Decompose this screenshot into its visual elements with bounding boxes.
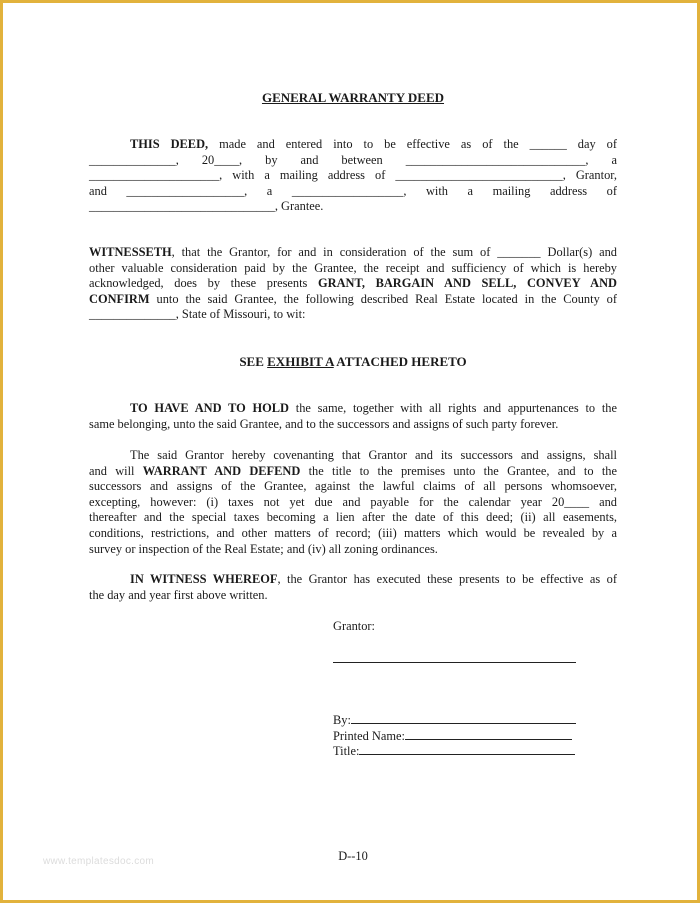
printed-name-label: Printed Name: xyxy=(333,729,405,743)
text-run: ______________________________, Grantee. xyxy=(89,199,324,214)
exhibit-post: ATTACHED HERETO xyxy=(333,354,467,369)
text-line xyxy=(89,588,617,604)
page-number: D--10 xyxy=(338,849,368,863)
text-run: ______________, 20____, by and between _____________________________, a xyxy=(89,152,617,167)
exhibit-link-text: EXHIBIT A xyxy=(267,354,334,369)
bold-text: WITNESSETH xyxy=(89,245,172,259)
text-run: survey or inspection of the Real Estate; and (iv) all zoning ordinances. xyxy=(89,541,438,556)
text-run: the title to the premises unto the Grantee, and to the xyxy=(300,463,617,478)
text-run: excepting, however: (i) taxes not yet due and payable for the calendar year 20____ and xyxy=(89,494,617,509)
text-line xyxy=(89,276,617,292)
text-run: acknowledged, does by these presents xyxy=(89,276,319,291)
paragraph-witnesseth xyxy=(89,245,617,323)
text-line xyxy=(89,542,617,558)
text-line xyxy=(89,307,617,323)
text-line xyxy=(89,572,617,588)
by-label: By: xyxy=(333,713,351,727)
text-line xyxy=(89,137,617,153)
text-run: thereafter and the special taxes becoming a lien after the date of this deed; (ii) all easements, xyxy=(89,510,617,525)
text-line xyxy=(89,292,617,308)
by-field[interactable] xyxy=(333,712,576,728)
text-run: , that the Grantor, for and in consideration of the sum of _______ Dollar(s) and xyxy=(171,245,617,259)
text-run: and will xyxy=(89,463,143,478)
text-line xyxy=(89,401,617,417)
grantor-signature-line[interactable] xyxy=(333,662,576,663)
text-line xyxy=(89,168,617,184)
bold-text: TO HAVE AND TO HOLD xyxy=(130,401,289,415)
text-run: the day and year first above written. xyxy=(89,587,268,602)
bold-text: IN WITNESS WHEREOF xyxy=(130,572,278,586)
paragraph-in-witness xyxy=(89,572,617,603)
text-run: same belonging, unto the said Grantee, and to the successors and assigns of such party forever. xyxy=(89,416,559,431)
bold-text: WARRANT AND DEFEND xyxy=(142,463,301,478)
printed-name-field[interactable] xyxy=(333,728,572,744)
text-line xyxy=(89,153,617,169)
text-run: made and entered into to be effective as of the ______ day of xyxy=(208,137,617,151)
printed-name-line[interactable] xyxy=(405,728,572,740)
exhibit-pre: SEE xyxy=(239,354,268,369)
text-line xyxy=(89,199,617,215)
bold-text: THIS DEED, xyxy=(130,137,209,151)
text-line xyxy=(89,261,617,277)
paragraph-warranty xyxy=(89,448,617,557)
text-line xyxy=(89,495,617,511)
text-run: The said Grantor hereby covenanting that Grantor and its successors and assigns, shall xyxy=(130,448,617,462)
paragraph-to-have-and-hold xyxy=(89,401,617,432)
grantor-label: Grantor: xyxy=(333,619,375,633)
paragraph-this-deed xyxy=(89,137,617,215)
text-run: , the Grantor has executed these presents to be effective as of xyxy=(277,572,617,586)
bold-text: GRANT, BARGAIN AND SELL, CONVEY AND xyxy=(318,276,617,291)
text-run: successors and assigns of the Grantee, against the lawful claims of all persons whomsoever, xyxy=(89,479,617,494)
bold-text: CONFIRM xyxy=(89,291,150,306)
text-line xyxy=(89,448,617,464)
text-line xyxy=(89,245,617,261)
exhibit-reference xyxy=(89,354,617,370)
text-line xyxy=(89,184,617,200)
text-line xyxy=(89,510,617,526)
text-line xyxy=(89,526,617,542)
document-title: GENERAL WARRANTY DEED xyxy=(261,90,445,105)
text-run: other valuable consideration paid by the Grantee, the receipt and sufficiency of which is hereby xyxy=(89,260,617,275)
text-line xyxy=(89,479,617,495)
text-run: the same, together with all rights and appurtenances to the xyxy=(289,401,617,415)
title-field[interactable] xyxy=(333,743,575,759)
by-line[interactable] xyxy=(351,712,576,724)
text-run: conditions, restrictions, and other matters of record; (iii) matters which would be revealed by a xyxy=(89,525,617,540)
text-run: _____________________, with a mailing address of ___________________________, Grantor, xyxy=(89,168,617,183)
title-label: Title: xyxy=(333,744,360,758)
text-run: and ___________________, a __________________, with a mailing address of xyxy=(89,183,617,198)
text-line xyxy=(89,464,617,480)
text-run: unto the said Grantee, the following described Real Estate located in the County of xyxy=(149,291,617,306)
watermark-text: www.templatesdoc.com xyxy=(43,856,155,867)
text-line xyxy=(89,417,617,433)
title-line[interactable] xyxy=(359,743,575,755)
text-run: ______________, State of Missouri, to wit: xyxy=(89,307,306,322)
